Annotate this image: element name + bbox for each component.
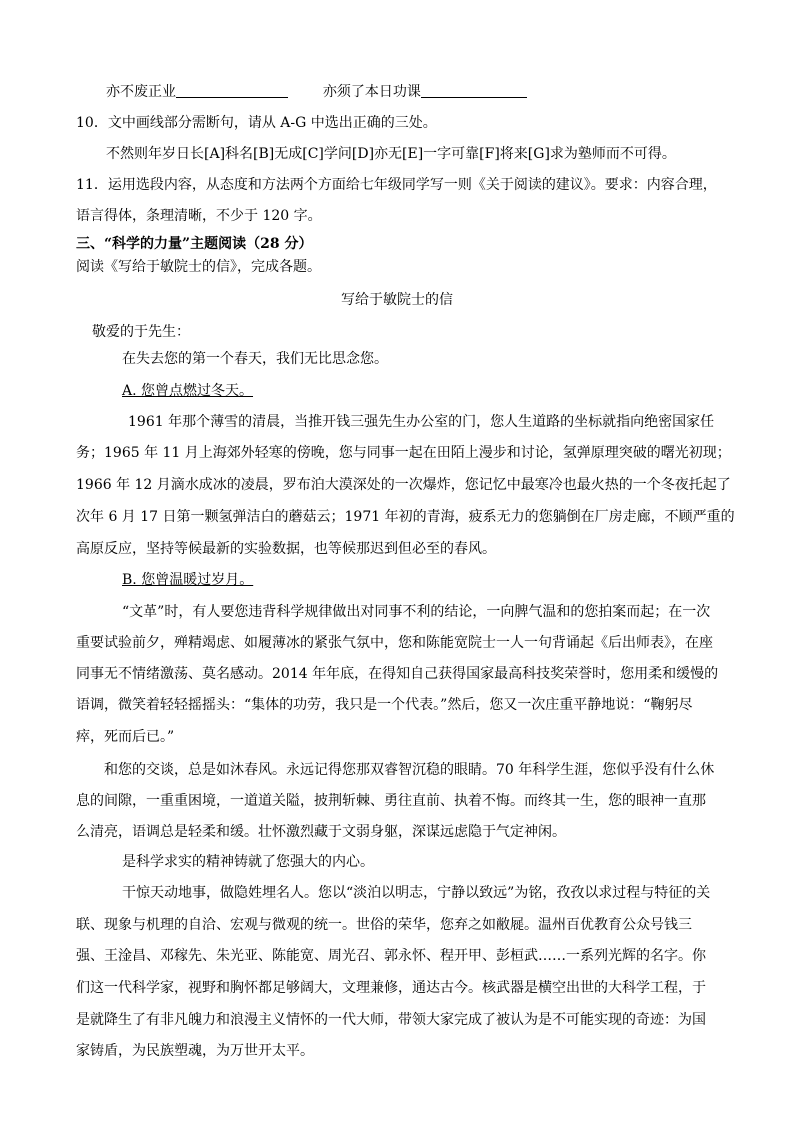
letter-p2-line-2: 务；1965 年 11 月上海郊外轻寒的傍晚，您与同事一起在田陌上漫步和讨论，氢弹原理突破的曙光初现； (76, 445, 731, 461)
question-11-line-1: 11．运用选段内容，从态度和方法两个方面给七年级同学写一则《关于阅读的建议》。要求：内容合理， (76, 177, 717, 193)
letter-p3-line-2: 重要试验前夕，殚精竭虑、如履薄冰的紧张气氛中，您和陈能宽院士一人一句背诵起《后出师表》，在座 (76, 635, 713, 651)
fill-blank-2[interactable] (421, 83, 527, 98)
letter-p3-line-5: 瘁，死而后已。” (76, 729, 175, 745)
letter-p4-line-2: 息的间隙，一重重困境，一道道关隘，披荆斩棘、勇往直前、执着不悔。而终其一生，您的眼神一直那 (76, 793, 706, 809)
section-3-heading: 三、“科学的力量”主题阅读（28 分） (76, 236, 313, 252)
letter-p6-line-1: 干惊天动地事，做隐姓埋名人。您以“淡泊以明志，宁静以致远”为铭，孜孜以求过程与特征的关 (122, 885, 711, 901)
letter-p3-line-1: “文革”时，有人要您违背科学规律做出对同事不利的结论，一向脾气温和的您拍案而起；在一次 (122, 604, 711, 620)
question-11-line-2: 语言得体，条理清晰，不少于 120 字。 (76, 208, 322, 224)
fill-blank-1[interactable] (176, 83, 288, 98)
letter-p6-line-4: 们这一代科学家，视野和胸怀都足够阔大，文理兼修，通达古今。核武器是横空出世的大科学工程，于 (76, 980, 706, 996)
section-3-instruction: 阅读《写给于敏院士的信》，完成各题。 (76, 259, 321, 275)
question-10-sentence: 不然则年岁日长[A]科名[B]无成[C]学问[D]亦无[E]一字可靠[F]将来[G]求为塾师而不可得。 (106, 146, 676, 162)
letter-paragraph-5: 是科学求实的精神铸就了您强大的内心。 (122, 854, 374, 870)
fill-right-text: 亦须了本日功课 (322, 84, 421, 100)
letter-p3-line-4: 语调，微笑着轻轻摇摇头：“集体的功劳，我只是一个代表。”然后，您又一次庄重平静地说：“鞠躬尽 (76, 697, 693, 713)
letter-p3-line-3: 同事无不情绪激荡、莫名感动。2014 年年底，在得知自己获得国家最高科技奖荣誉时，您用柔和缓慢的 (76, 666, 719, 682)
letter-p6-line-6: 家铸盾，为民族塑魂，为万世开太平。 (76, 1043, 314, 1059)
letter-p6-line-2: 联、现象与机理的自洽、宏观与微观的统一。世俗的荣华，您弃之如敝屣。温州百优教育公众号钱三 (76, 917, 692, 933)
heading-a-text: A. 您曾点燃过冬天。 (122, 383, 254, 399)
letter-p6-line-5: 是就降生了有非凡魄力和浪漫主义情怀的一代大师，带领大家完成了被认为是不可能实现的奇迹：为国 (76, 1012, 706, 1028)
question-10-stem: 10．文中画线部分需断句，请从 A-G 中选出正确的三处。 (76, 115, 437, 131)
fill-left-text: 亦不废正业 (106, 84, 176, 100)
heading-b-text: B. 您曾温暖过岁月。 (122, 572, 254, 588)
letter-p2-line-5: 高原反应，坚持等候最新的实验数据，也等候那迟到但必至的春风。 (76, 541, 496, 557)
letter-title: 写给于敏院士的信 (341, 292, 453, 308)
letter-p2-line-1: 1961 年那个薄雪的清晨，当推开钱三强先生办公室的门，您人生道路的坐标就指向绝密国家任 (128, 414, 715, 430)
letter-p4-line-1: 和您的交谈，总是如沐春风。永远记得您那双睿智沉稳的眼睛。70 年科学生涯，您似乎没有什么休 (104, 762, 715, 778)
letter-salutation: 敬爱的于先生： (92, 324, 190, 340)
letter-p4-line-3: 么清亮，语调总是轻柔和缓。壮怀激烈藏于文弱身躯，深谋远虑隐于气定神闲。 (76, 824, 566, 840)
fill-row (106, 83, 527, 101)
letter-heading-a (122, 382, 253, 400)
letter-p6-line-3: 强、王淦昌、邓稼先、朱光亚、陈能宽、周光召、郭永怀、程开甲、彭桓武……一系列光辉的名字。你 (76, 948, 706, 964)
letter-p2-line-3: 1966 年 12 月滴水成冰的凌晨，罗布泊大漠深处的一次爆炸，您记忆中最寒冷也最火热的一个冬夜托起了 (76, 477, 731, 493)
letter-heading-b (122, 571, 253, 589)
letter-p2-line-4: 次年 6 月 17 日第一颗氢弹洁白的蘑菇云；1971 年初的青海，疲系无力的您躺倒在厂房走廊，不顾严重的 (76, 509, 735, 525)
letter-paragraph-1: 在失去您的第一个春天，我们无比思念您。 (122, 351, 388, 367)
